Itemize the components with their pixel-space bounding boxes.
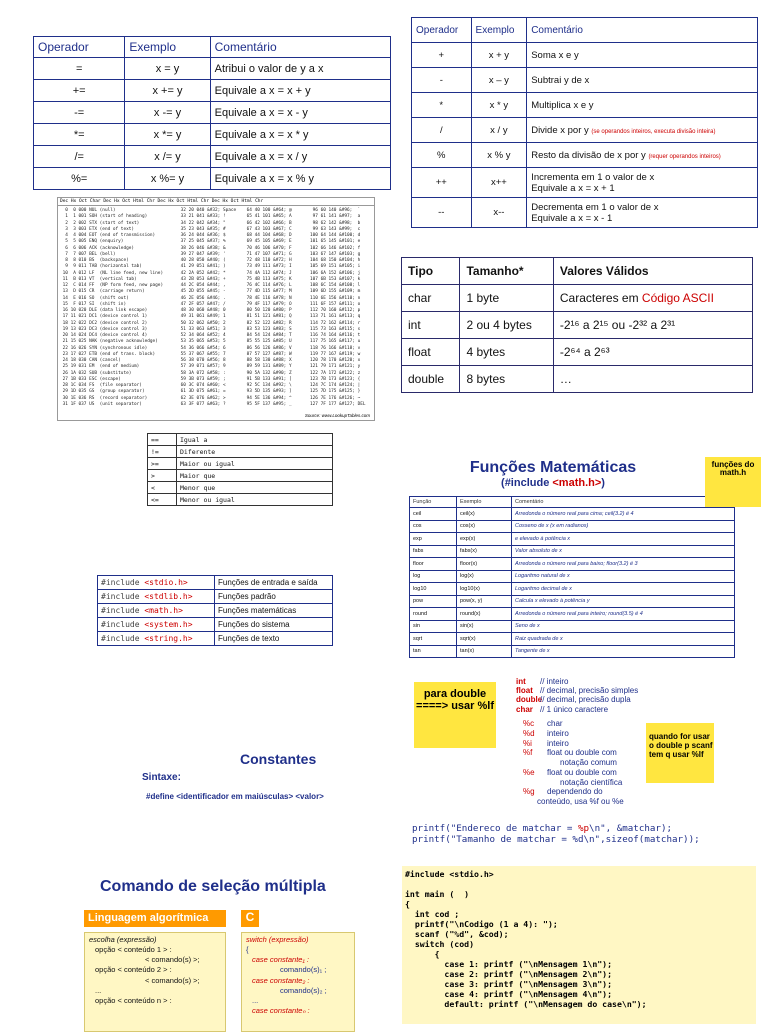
- table-row: [148, 458, 333, 470]
- example-cell: sin(x): [457, 620, 512, 633]
- operator-cell: *=: [34, 124, 125, 146]
- include-cell: [98, 618, 215, 632]
- c-line: comando(s)₂ ;: [280, 985, 327, 995]
- include-cell: [98, 604, 215, 618]
- switch-code-sample: #include <stdio.h> int main ( ) { int cod ; printf("\nCodigo (1 a 4): "); scanf ("%d", &cod); switch (cod) { case 1: printf ("\nMensagem 1\n"); case 2: printf ("\nMensagem 2\n"); case 3: printf ("\nMensagem 3\n"); case 4: printf ("\nMensagem 4\n"); default: printf ("\nMensagem do case\n");: [402, 866, 756, 1024]
- note-scanf: quando for usar o double p scanf tem q usar %lf: [646, 723, 714, 783]
- table-header-row: [402, 258, 753, 285]
- include-cell: [98, 632, 215, 646]
- c-line: case constante₂ :: [252, 975, 310, 985]
- table-row: [98, 590, 333, 604]
- format-item: [523, 719, 624, 729]
- include-desc: Funções de entrada e saída: [215, 576, 333, 590]
- header-cell: Exemplo: [457, 497, 512, 508]
- c-line: ...: [252, 995, 259, 1005]
- math-functions-title: [438, 459, 668, 489]
- table-row: [34, 102, 391, 124]
- format-desc: float ou double com: [547, 748, 617, 758]
- example-cell: log(x): [457, 570, 512, 583]
- format-code: %c: [523, 719, 535, 728]
- table-row: [148, 470, 333, 482]
- format-item: [523, 739, 624, 749]
- table-row: [412, 43, 758, 68]
- printf-example: [412, 823, 700, 845]
- include-directive: #include: [101, 634, 145, 643]
- table-row: [402, 285, 753, 312]
- values-cell: [553, 285, 752, 312]
- example-cell: x -= y: [125, 102, 210, 124]
- operator-cell: %=: [34, 168, 125, 190]
- math-functions-table: [409, 496, 735, 658]
- comment-cell: Cosseno de x (x em radianos): [512, 520, 735, 533]
- include-desc: Funções matemáticas: [215, 604, 333, 618]
- ascii-column-control: 0 0 000 NUL (null) 1 1 001 SOH (start of heading) 2 2 002 STX (start of text) 3 3 003 ETX (end of text) 4 4 004 EOT (end of transmission) 5 5 005 ENQ (enquiry) 6 6 006 ACK (acknowledge) 7 7 007 BEL (bell) 8 8 010 BS (backspace) 9 9 011 TAB (horizontal tab) 10 A 012 LF (NL line feed, new line) 11 B 013 VT (vertical tab) 12 C 014 FF (NP form feed, new page) 13 D 015 CR (carriage return) 14 E 016 SO (shift out) 15 F 017 SI (shift in) 16 10 020 DLE (data link escape) 17 11 021 DC1 (device control 1) 18 12 022 DC2 (device control 2) 19 13 023 DC3 (device control 3) 20 14 024 DC4 (device control 4) 21 15 025 NAK (negative acknowledge) 22 16 026 SYN (synchronous idle) 23 17 027 ETB (end of trans. block) 24 18 030 CAN (cancel) 25 19 031 EM (end of medium) 26 1A 032 SUB (substitute) 27 1B 033 ESC (escape) 28 1C 034 FS (file separator) 29 1D 035 GS (group separator) 30 1E 036 RS (record separator) 31 1F 037 US (unit separator): [62, 208, 164, 407]
- header-cell: Exemplo: [471, 18, 527, 43]
- example-cell: fabs(x): [457, 545, 512, 558]
- algorithmic-header: Linguagem algorítmica: [84, 910, 226, 927]
- type-comment-line: [516, 695, 638, 704]
- header-cell: Valores Válidos: [553, 258, 752, 285]
- comment-cell: e elevado à potência x: [512, 533, 735, 546]
- format-desc: dependendo do: [547, 787, 603, 797]
- type-cell: char: [402, 285, 460, 312]
- c-line: {: [246, 945, 249, 955]
- comment-cell: Equivale a x = x - y: [210, 102, 390, 124]
- table-row: [410, 520, 735, 533]
- comment-cell: Raiz quadrada de x: [512, 633, 735, 646]
- operator-cell: ++: [412, 168, 472, 198]
- values-text: Caracteres em: [559, 291, 642, 305]
- operator-cell: >=: [148, 458, 177, 470]
- note-math-h: funções do math.h: [705, 457, 761, 507]
- include-lib: <stdio.h>: [144, 578, 188, 587]
- format-code: %e: [523, 767, 535, 777]
- format-item: [523, 748, 624, 768]
- function-cell: sqrt: [410, 633, 457, 646]
- meaning-cell: Diferente: [177, 446, 333, 458]
- math-subtitle-lib: <math.h>: [552, 477, 602, 489]
- includes-table: [97, 575, 333, 646]
- alg-line: ...: [95, 985, 102, 995]
- header-cell: Tipo: [402, 258, 460, 285]
- table-row: [34, 168, 391, 190]
- format-code: %g: [523, 787, 535, 797]
- comment-cell: [527, 198, 758, 228]
- table-row: [34, 80, 391, 102]
- comment-text: Divide x por y: [531, 124, 589, 136]
- table-row: [412, 118, 758, 143]
- format-desc: char: [547, 719, 563, 728]
- printf-line1-format: %p: [577, 823, 590, 834]
- comment-cell: Calcula x elevado à potência y: [512, 595, 735, 608]
- format-desc: float ou double com: [547, 767, 617, 777]
- math-subtitle-post: ): [601, 477, 605, 489]
- header-cell: Exemplo: [125, 37, 210, 58]
- example-cell: ceil(x): [457, 508, 512, 521]
- table-header-row: [34, 37, 391, 58]
- table-row: [410, 533, 735, 546]
- type-keyword: double: [516, 695, 543, 705]
- comment-text: Incrementa em 1 o valor de x: [531, 171, 655, 183]
- type-comments: [516, 677, 638, 714]
- include-lib: <system.h>: [144, 620, 193, 629]
- function-cell: pow: [410, 595, 457, 608]
- type-comment-line: [516, 677, 638, 686]
- comment-cell: [527, 143, 758, 168]
- c-line: switch (expressão): [246, 935, 309, 944]
- table-row: [410, 570, 735, 583]
- table-row: [410, 645, 735, 658]
- include-lib: <stdlib.h>: [144, 592, 193, 601]
- math-title-text: Funções Matemáticas: [469, 459, 637, 476]
- type-cell: int: [402, 312, 460, 339]
- alg-line: opção < conteúdo n > :: [95, 995, 172, 1005]
- comment-text: Resto da divisão de x por y: [531, 149, 646, 161]
- example-cell: x = y: [125, 58, 210, 80]
- example-cell: tan(x): [457, 645, 512, 658]
- ascii-column-lowercase: 96 60 140 &#96; ` 97 61 141 &#97; a 98 62 142 &#98; b 99 63 143 &#99; c 100 64 144 &#100; d 101 65 145 &#101; e 102 66 146 &#102; f 103 67 147 &#103; g 104 68 150 &#104; h 105 69 151 &#105; i 106 6A 152 &#106; j 107 6B 153 &#107; k 108 6C 154 &#108; l 109 6D 155 &#109; m 110 6E 156 &#110; n 111 6F 157 &#111; o 112 70 160 &#112; p 113 71 161 &#113; q 114 72 162 &#114; r 115 73 163 &#115; s 116 74 164 &#116; t 117 75 165 &#117; u 118 76 166 &#118; v 119 77 167 &#119; w 120 78 170 &#120; x 121 79 171 &#121; y 122 7A 172 &#122; z 123 7B 173 &#123; { 124 7C 174 &#124; | 125 7D 175 &#125; } 126 7E 176 &#126; ~ 127 7F 177 &#127; DEL: [310, 208, 366, 407]
- operator-cell: !=: [148, 446, 177, 458]
- alg-line: < comando(s) >;: [145, 975, 200, 985]
- table-row: [410, 633, 735, 646]
- operator-cell: %: [412, 143, 472, 168]
- operator-cell: -: [412, 68, 472, 93]
- operator-cell: <: [148, 482, 177, 494]
- table-row: [410, 620, 735, 633]
- table-row: [402, 339, 753, 366]
- operator-cell: *: [412, 93, 472, 118]
- example-cell: cos(x): [457, 520, 512, 533]
- meaning-cell: Maior que: [177, 470, 333, 482]
- ascii-table: [57, 197, 375, 421]
- alg-line: opção < conteúdo 2 > :: [95, 965, 172, 975]
- operator-cell: +=: [34, 80, 125, 102]
- math-subtitle: [438, 477, 668, 489]
- c-line: case constante₁ :: [252, 955, 309, 965]
- example-cell: log10(x): [457, 583, 512, 596]
- include-desc: Funções padrão: [215, 590, 333, 604]
- header-cell: Operador: [412, 18, 472, 43]
- example-cell: exp(x): [457, 533, 512, 546]
- function-cell: fabs: [410, 545, 457, 558]
- example-cell: floor(x): [457, 558, 512, 571]
- comment-text: Subtrai y de x: [531, 74, 590, 86]
- table-row: [34, 124, 391, 146]
- values-cell: -2¹⁶ a 2¹⁵ ou -2³² a 2³¹: [553, 312, 752, 339]
- table-row: [148, 434, 333, 446]
- format-code: %f: [523, 748, 533, 758]
- printf-line1-a: printf("Endereco de matchar =: [412, 823, 578, 834]
- table-row: [98, 632, 333, 646]
- comment-text: Multiplica x e y: [531, 99, 594, 111]
- table-row: [410, 508, 735, 521]
- comment-cell: [527, 43, 758, 68]
- example-cell: sqrt(x): [457, 633, 512, 646]
- constants-define: #define <identificador em maiúsculas> <valor>: [146, 792, 324, 801]
- example-cell: x += y: [125, 80, 210, 102]
- function-cell: cos: [410, 520, 457, 533]
- meaning-cell: Menor que: [177, 482, 333, 494]
- header-cell: Comentário: [512, 497, 735, 508]
- values-cell: -2⁶⁴ a 2⁶³: [553, 339, 752, 366]
- comment-cell: Arredonda o número real para baixo; floor(3.2) é 3: [512, 558, 735, 571]
- format-sub: conteúdo, usa %f ou %e: [537, 797, 624, 806]
- table-row: [148, 494, 333, 506]
- table-row: [98, 604, 333, 618]
- include-lib: <math.h>: [144, 606, 183, 615]
- table-row: [412, 198, 758, 228]
- format-desc: inteiro: [547, 738, 569, 748]
- table-row: [412, 93, 758, 118]
- include-desc: Funções de texto: [215, 632, 333, 646]
- type-comment-line: [516, 705, 638, 714]
- size-cell: 8 bytes: [460, 366, 553, 393]
- operator-cell: /: [412, 118, 472, 143]
- format-sub: notação comum: [560, 758, 617, 767]
- format-item: [523, 768, 624, 788]
- type-comment: // decimal, precisão dupla: [540, 695, 631, 705]
- operator-cell: +: [412, 43, 472, 68]
- example-cell: round(x): [457, 608, 512, 621]
- header-cell: Comentário: [210, 37, 390, 58]
- comment-cell: Valor absoluto de x: [512, 545, 735, 558]
- comment-cell: [527, 93, 758, 118]
- operator-cell: =: [34, 58, 125, 80]
- comment-text-2: Equivale a x = x + 1: [531, 182, 615, 194]
- type-keyword: float: [516, 686, 533, 696]
- function-cell: log: [410, 570, 457, 583]
- table-row: [34, 58, 391, 80]
- example-cell: x *= y: [125, 124, 210, 146]
- table-row: [412, 68, 758, 93]
- operator-cell: --: [412, 198, 472, 228]
- comment-cell: Equivale a x = x + y: [210, 80, 390, 102]
- comment-cell: Seno de x: [512, 620, 735, 633]
- table-row: [410, 558, 735, 571]
- type-comment: // inteiro: [540, 677, 569, 686]
- function-cell: ceil: [410, 508, 457, 521]
- comment-cell: Arredonda o número real para cima; ceil(3.2) é 4: [512, 508, 735, 521]
- switch-title: Comando de seleção múltipla: [100, 878, 326, 895]
- header-cell: Comentário: [527, 18, 758, 43]
- include-directive: #include: [101, 620, 145, 629]
- example-cell: x %= y: [125, 168, 210, 190]
- header-cell: Operador: [34, 37, 125, 58]
- comment-cell: Equivale a x = x % y: [210, 168, 390, 190]
- comment-cell: Logaritmo decimal de x: [512, 583, 735, 596]
- function-cell: log10: [410, 583, 457, 596]
- type-comment-line: [516, 686, 638, 695]
- comment-note: (requer operandos inteiros): [648, 153, 721, 160]
- table-row: [410, 545, 735, 558]
- function-cell: exp: [410, 533, 457, 546]
- comment-cell: Equivale a x = x / y: [210, 146, 390, 168]
- data-types-table: [401, 257, 753, 393]
- alg-line: opção < conteúdo 1 > :: [95, 945, 172, 955]
- constants-title: Constantes: [240, 751, 317, 767]
- format-item: [523, 729, 624, 739]
- table-row: [410, 583, 735, 596]
- format-specifiers: [523, 719, 624, 807]
- c-box: [241, 932, 355, 1032]
- printf-line1-c: \n", &matchar);: [589, 823, 673, 834]
- size-cell: 2 ou 4 bytes: [460, 312, 553, 339]
- comment-note: (se operandos inteiros, executa divisão inteira): [591, 128, 716, 135]
- comment-cell: [527, 118, 758, 143]
- operator-cell: ==: [148, 434, 177, 446]
- printf-line2: printf("Tamanho de matchar = %d\n",sizeof(matchar));: [412, 834, 700, 846]
- note-double: para double ====> usar %lf: [414, 682, 496, 748]
- include-lib: <string.h>: [144, 634, 193, 643]
- include-cell: [98, 590, 215, 604]
- include-desc: Funções do sistema: [215, 618, 333, 632]
- table-row: [410, 608, 735, 621]
- ascii-source: Source: www.LookupTables.com: [304, 413, 370, 418]
- type-comment: // decimal, precisão simples: [540, 686, 639, 696]
- format-code: %d: [523, 728, 535, 738]
- type-keyword: char: [516, 704, 533, 714]
- format-item: [523, 787, 624, 807]
- c-header: C: [241, 910, 259, 927]
- arithmetic-operators-table: [411, 17, 758, 228]
- meaning-cell: Maior ou igual: [177, 458, 333, 470]
- operator-cell: -=: [34, 102, 125, 124]
- example-cell: x – y: [471, 68, 527, 93]
- table-row: [412, 168, 758, 198]
- alg-line: < comando(s) >;: [145, 955, 200, 965]
- operator-cell: <=: [148, 494, 177, 506]
- example-cell: x + y: [471, 43, 527, 68]
- ascii-column-uppercase: 64 40 100 &#64; @ 65 41 101 &#65; A 66 42 102 &#66; B 67 43 103 &#67; C 68 44 104 &#68; D 69 45 105 &#69; E 70 46 106 &#70; F 71 47 107 &#71; G 72 48 110 &#72; H 73 49 111 &#73; I 74 4A 112 &#74; J 75 4B 113 &#75; K 76 4C 114 &#76; L 77 4D 115 &#77; M 78 4E 116 &#78; N 79 4F 117 &#79; O 80 50 120 &#80; P 81 51 121 &#81; Q 82 52 122 &#82; R 83 53 123 &#83; S 84 54 124 &#84; T 85 55 125 &#85; U 86 56 126 &#86; V 87 57 127 &#87; W 88 58 130 &#88; X 89 59 131 &#89; Y 90 5A 132 &#90; Z 91 5B 133 &#91; [ 92 5C 134 &#92; \ 93 5D 135 &#93; ] 94 5E 136 &#94; ^ 95 5F 137 &#95; _: [246, 208, 292, 407]
- format-sub: notação científica: [560, 777, 623, 787]
- include-directive: #include: [101, 578, 145, 587]
- comment-cell: Equivale a x = x * y: [210, 124, 390, 146]
- example-cell: x++: [471, 168, 527, 198]
- operator-cell: >: [148, 470, 177, 482]
- meaning-cell: Igual a: [177, 434, 333, 446]
- example-cell: x--: [471, 198, 527, 228]
- comment-text: Decrementa em 1 o valor de x: [531, 201, 659, 213]
- table-row: [148, 446, 333, 458]
- table-row: [34, 146, 391, 168]
- table-row: [98, 618, 333, 632]
- include-cell: [98, 576, 215, 590]
- type-comment: // 1 único caractere: [540, 704, 609, 714]
- function-cell: tan: [410, 645, 457, 658]
- header-cell: Tamanho*: [460, 258, 553, 285]
- meaning-cell: Menor ou igual: [177, 494, 333, 506]
- relational-operators-table: [147, 433, 333, 506]
- constants-syntax-label: Sintaxe:: [142, 772, 181, 783]
- table-row: [402, 312, 753, 339]
- table-row: [412, 143, 758, 168]
- assignment-operators-table: [33, 36, 391, 190]
- example-cell: x /= y: [125, 146, 210, 168]
- table-row: [148, 482, 333, 494]
- algorithmic-box: [84, 932, 226, 1032]
- alg-line: escolha (expressão): [89, 935, 157, 944]
- header-cell: Função: [410, 497, 457, 508]
- type-cell: float: [402, 339, 460, 366]
- operator-cell: /=: [34, 146, 125, 168]
- values-cell: …: [553, 366, 752, 393]
- table-header-row: [412, 18, 758, 43]
- example-cell: x * y: [471, 93, 527, 118]
- c-line: comando(s)₁ ;: [280, 965, 327, 975]
- example-cell: x / y: [471, 118, 527, 143]
- format-desc: inteiro: [547, 728, 569, 738]
- values-highlight: Código ASCII: [641, 291, 714, 305]
- example-cell: pow(x, y): [457, 595, 512, 608]
- ascii-column-symbols: 32 20 040 &#32; Space 33 21 041 &#33; ! 34 22 042 &#34; " 35 23 043 &#35; # 36 24 044 &#36; $ 37 25 045 &#37; % 38 26 046 &#38; & 39 27 047 &#39; ' 40 28 050 &#40; ( 41 29 051 &#41; ) 42 2A 052 &#42; * 43 2B 053 &#43; + 44 2C 054 &#44; , 45 2D 055 &#45; - 46 2E 056 &#46; . 47 2F 057 &#47; / 48 30 060 &#48; 0 49 31 061 &#49; 1 50 32 062 &#50; 2 51 33 063 &#51; 3 52 34 064 &#52; 4 53 35 065 &#53; 5 54 36 066 &#54; 6 55 37 067 &#55; 7 56 38 070 &#56; 8 57 39 071 &#57; 9 58 3A 072 &#58; : 59 3B 073 &#59; ; 60 3C 074 &#60; < 61 3D 075 &#61; = 62 3E 076 &#62; > 63 3F 077 &#63; ?: [180, 208, 237, 407]
- table-row: [402, 366, 753, 393]
- include-directive: #include: [101, 606, 145, 615]
- function-cell: floor: [410, 558, 457, 571]
- comment-cell: Atribui o valor de y a x: [210, 58, 390, 80]
- format-code: %i: [523, 738, 532, 748]
- comment-cell: Arredonda o número real para inteiro; round(3.5) é 4: [512, 608, 735, 621]
- comment-cell: [527, 68, 758, 93]
- type-keyword: int: [516, 677, 526, 686]
- table-row: [98, 576, 333, 590]
- comment-cell: [527, 168, 758, 198]
- comment-text-2: Equivale a x = x - 1: [531, 212, 613, 224]
- size-cell: 1 byte: [460, 285, 553, 312]
- function-cell: round: [410, 608, 457, 621]
- function-cell: sin: [410, 620, 457, 633]
- comment-cell: Tangente de x: [512, 645, 735, 658]
- type-cell: double: [402, 366, 460, 393]
- example-cell: x % y: [471, 143, 527, 168]
- math-subtitle-pre: (#include: [501, 477, 553, 489]
- comment-text: Soma x e y: [531, 49, 579, 61]
- table-row: [410, 595, 735, 608]
- size-cell: 4 bytes: [460, 339, 553, 366]
- table-header-row: [410, 497, 735, 508]
- ascii-header: Dec Hx Oct Char Dec Hx Oct Html Chr Dec Hx Oct Html Chr Dec Hx Oct Html Chr: [58, 198, 374, 206]
- include-directive: #include: [101, 592, 145, 601]
- c-line: case constanteₙ :: [252, 1005, 310, 1015]
- comment-cell: Logaritmo natural de x: [512, 570, 735, 583]
